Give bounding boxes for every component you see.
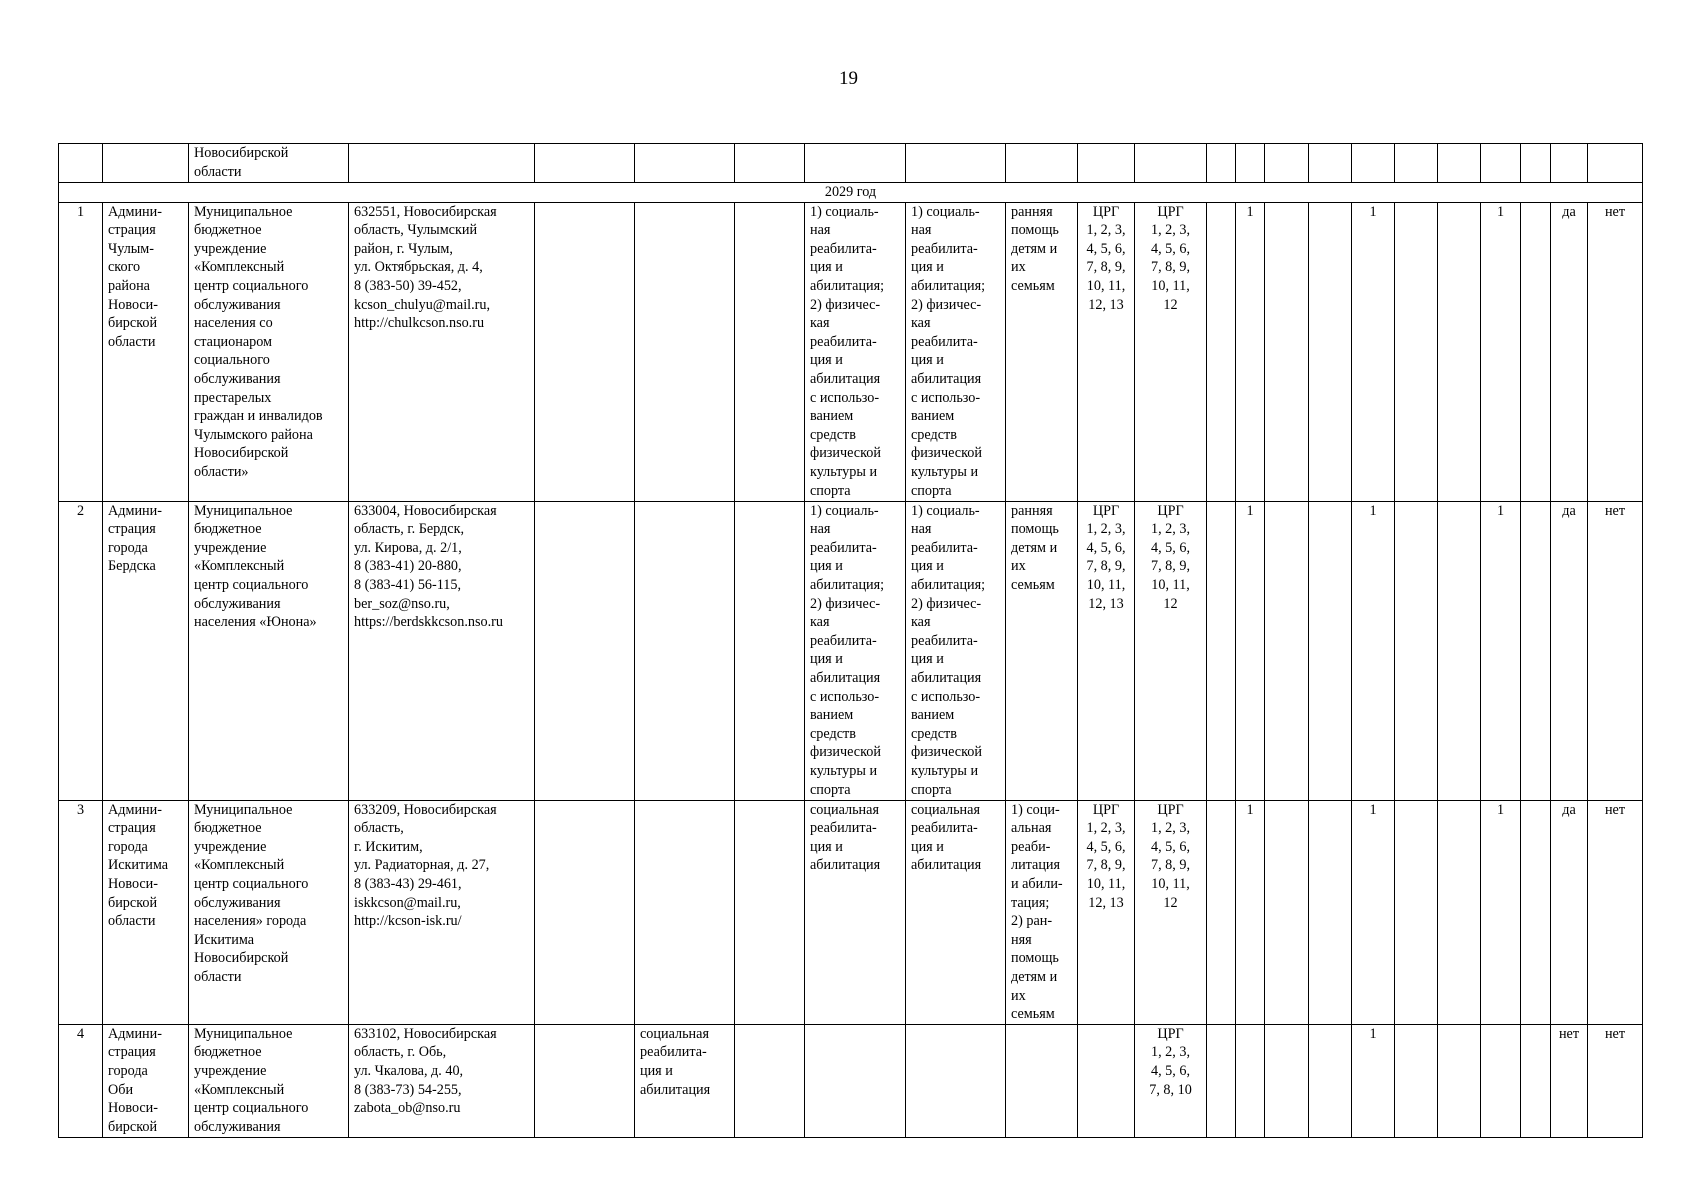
cell-7 <box>735 501 805 800</box>
cell-23: нет <box>1588 202 1643 501</box>
cell-8: 1) социаль- ная реабилита- ция и абилитация; 2) физичес- кая реабилита- ция и абилитация с использо- ванием средств физической культуры и спорта <box>805 501 906 800</box>
year-label: 2029 год <box>59 183 1643 203</box>
cell-22: да <box>1551 800 1588 1024</box>
cell-22: да <box>1551 501 1588 800</box>
cell-18 <box>1395 1024 1438 1137</box>
cell-14: 1 <box>1236 501 1265 800</box>
cell-13 <box>1207 800 1236 1024</box>
cell-5 <box>535 202 635 501</box>
cell-17: 1 <box>1352 202 1395 501</box>
cell-7 <box>735 202 805 501</box>
contacts-cell: 633209, Новосибирская область, г. Искитим, ул. Радиаторная, д. 27, 8 (383-43) 29-461, iskkcson@mail.ru, http://kcson-isk.ru/ <box>349 800 535 1024</box>
org-name-continuation: Новосибирской области <box>189 144 349 183</box>
cell-10: ранняя помощь детям и их семьям <box>1006 501 1078 800</box>
cell-15 <box>1265 800 1309 1024</box>
table-row <box>59 1024 1643 1137</box>
cell-8 <box>805 1024 906 1137</box>
organization-cell: Муниципальное бюджетное учреждение «Комплексный центр социального обслуживания населения «Юнона» <box>189 501 349 800</box>
cell-10 <box>1006 1024 1078 1137</box>
cell-17: 1 <box>1352 1024 1395 1137</box>
cell-12: ЦРГ 1, 2, 3, 4, 5, 6, 7, 8, 9, 10, 11, 12 <box>1135 800 1207 1024</box>
row-number: 2 <box>59 501 103 800</box>
cell-5 <box>535 501 635 800</box>
cell-9 <box>906 1024 1006 1137</box>
cell-16 <box>1309 501 1352 800</box>
cell-20 <box>1481 1024 1521 1137</box>
cell-8: социальная реабилита- ция и абилитация <box>805 800 906 1024</box>
administration-cell: Админи- страция города Искитима Новоси- бирской области <box>103 800 189 1024</box>
cell-23: нет <box>1588 501 1643 800</box>
cell-21 <box>1521 501 1551 800</box>
cell-21 <box>1521 1024 1551 1137</box>
table-row <box>59 800 1643 1024</box>
organization-cell: Муниципальное бюджетное учреждение «Комплексный центр социального обслуживания <box>189 1024 349 1137</box>
cell-18 <box>1395 800 1438 1024</box>
cell-6 <box>635 800 735 1024</box>
cell-11: ЦРГ 1, 2, 3, 4, 5, 6, 7, 8, 9, 10, 11, 12, 13 <box>1078 501 1135 800</box>
organization-cell: Муниципальное бюджетное учреждение «Комплексный центр социального обслуживания населения со стационаром социального обслуживания престарелых граждан и инвалидов Чулымского района Новосибирской области» <box>189 202 349 501</box>
cell-11: ЦРГ 1, 2, 3, 4, 5, 6, 7, 8, 9, 10, 11, 12, 13 <box>1078 202 1135 501</box>
cell-9: социальная реабилита- ция и абилитация <box>906 800 1006 1024</box>
cell-12: ЦРГ 1, 2, 3, 4, 5, 6, 7, 8, 9, 10, 11, 12 <box>1135 501 1207 800</box>
cell-20: 1 <box>1481 800 1521 1024</box>
cell-6 <box>635 501 735 800</box>
contacts-cell: 633004, Новосибирская область, г. Бердск, ул. Кирова, д. 2/1, 8 (383-41) 20-880, 8 (383-41) 56-115, ber_soz@nso.ru, https://berdskkcson.nso.ru <box>349 501 535 800</box>
cell-7 <box>735 800 805 1024</box>
cell-13 <box>1207 202 1236 501</box>
cell-15 <box>1265 1024 1309 1137</box>
page-number: 19 <box>839 68 858 89</box>
cell-8: 1) социаль- ная реабилита- ция и абилитация; 2) физичес- кая реабилита- ция и абилитация с использо- ванием средств физической культуры и спорта <box>805 202 906 501</box>
cell-16 <box>1309 202 1352 501</box>
cell-9: 1) социаль- ная реабилита- ция и абилитация; 2) физичес- кая реабилита- ция и абилитация с использо- ванием средств физической культуры и спорта <box>906 202 1006 501</box>
cell-14: 1 <box>1236 800 1265 1024</box>
cell-19 <box>1438 800 1481 1024</box>
cell-14 <box>1236 1024 1265 1137</box>
cell-9: 1) социаль- ная реабилита- ция и абилитация; 2) физичес- кая реабилита- ция и абилитация с использо- ванием средств физической культуры и спорта <box>906 501 1006 800</box>
cell-14: 1 <box>1236 202 1265 501</box>
cell-10: 1) соци- альная реаби- литация и абили- тация; 2) ран- няя помощь детям и их семьям <box>1006 800 1078 1024</box>
table-row <box>59 501 1643 800</box>
cell-17: 1 <box>1352 501 1395 800</box>
cell-23: нет <box>1588 1024 1643 1137</box>
cell-13 <box>1207 501 1236 800</box>
continuation-row <box>59 144 1643 183</box>
cell-6 <box>635 202 735 501</box>
cell-20: 1 <box>1481 501 1521 800</box>
cell-5 <box>535 1024 635 1137</box>
cell-18 <box>1395 501 1438 800</box>
cell-15 <box>1265 202 1309 501</box>
cell-22: да <box>1551 202 1588 501</box>
cell-15 <box>1265 501 1309 800</box>
cell-12: ЦРГ 1, 2, 3, 4, 5, 6, 7, 8, 10 <box>1135 1024 1207 1137</box>
cell-21 <box>1521 202 1551 501</box>
cell-20: 1 <box>1481 202 1521 501</box>
organization-cell: Муниципальное бюджетное учреждение «Комплексный центр социального обслуживания населения» города Искитима Новосибирской области <box>189 800 349 1024</box>
cell-19 <box>1438 202 1481 501</box>
cell-7 <box>735 1024 805 1137</box>
cell-11: ЦРГ 1, 2, 3, 4, 5, 6, 7, 8, 9, 10, 11, 12, 13 <box>1078 800 1135 1024</box>
cell-18 <box>1395 202 1438 501</box>
table-row <box>59 202 1643 501</box>
row-number: 4 <box>59 1024 103 1137</box>
row-number: 3 <box>59 800 103 1024</box>
cell-5 <box>535 800 635 1024</box>
cell-23: нет <box>1588 800 1643 1024</box>
cell-12: ЦРГ 1, 2, 3, 4, 5, 6, 7, 8, 9, 10, 11, 12 <box>1135 202 1207 501</box>
cell-6: социальная реабилита- ция и абилитация <box>635 1024 735 1137</box>
cell-19 <box>1438 501 1481 800</box>
cell-19 <box>1438 1024 1481 1137</box>
cell-17: 1 <box>1352 800 1395 1024</box>
year-row <box>59 183 1643 203</box>
cell-21 <box>1521 800 1551 1024</box>
cell-13 <box>1207 1024 1236 1137</box>
cell-16 <box>1309 800 1352 1024</box>
administration-cell: Админи- страция города Оби Новоси- бирской <box>103 1024 189 1137</box>
cell-16 <box>1309 1024 1352 1137</box>
row-number: 1 <box>59 202 103 501</box>
contacts-cell: 632551, Новосибирская область, Чулымский район, г. Чулым, ул. Октябрьская, д. 4, 8 (383-50) 39-452, kcson_chulyu@mail.ru, http://chulkcson.nso.ru <box>349 202 535 501</box>
cell-22: нет <box>1551 1024 1588 1137</box>
cell-11 <box>1078 1024 1135 1137</box>
services-table <box>58 143 1643 1138</box>
contacts-cell: 633102, Новосибирская область, г. Обь, ул. Чкалова, д. 40, 8 (383-73) 54-255, zabota_ob@nso.ru <box>349 1024 535 1137</box>
cell-10: ранняя помощь детям и их семьям <box>1006 202 1078 501</box>
administration-cell: Админи- страция Чулым- ского района Новоси- бирской области <box>103 202 189 501</box>
administration-cell: Админи- страция города Бердска <box>103 501 189 800</box>
